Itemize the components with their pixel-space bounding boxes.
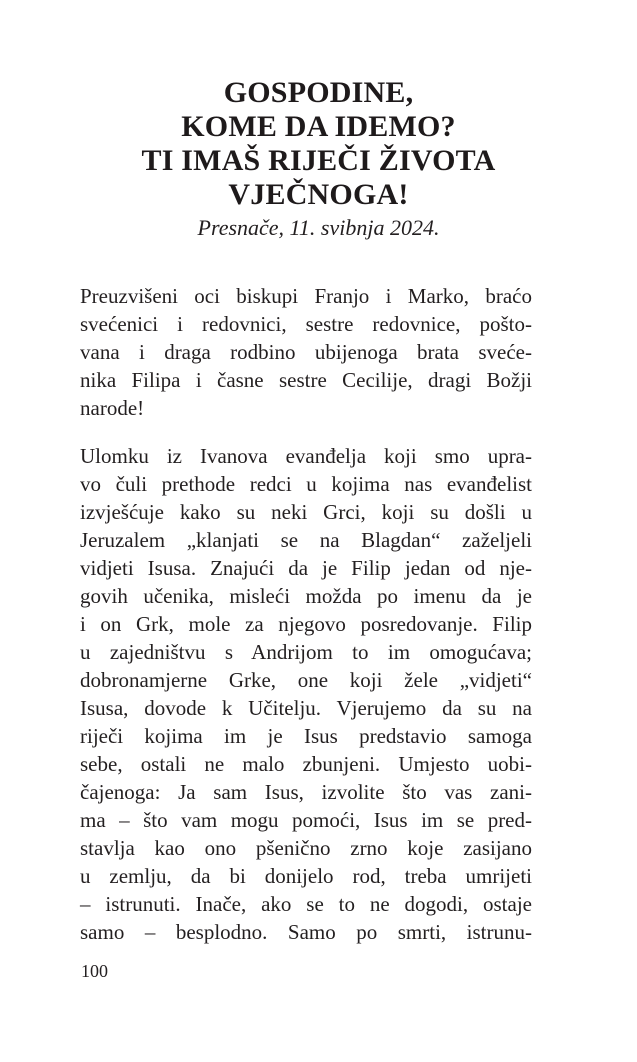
text-line: vidjeti Isusa. Znajući da je Filip jedan od nje- xyxy=(80,556,532,580)
title-line: TI IMAŠ RIJEČI ŽIVOTA xyxy=(141,144,496,177)
text-line: dobronamjerne Grke, one koji žele „vidjeti“ xyxy=(80,668,532,692)
text-line: Jeruzalem „klanjati se na Blagdan“ zaželjeli xyxy=(80,528,532,552)
place-date-subtitle: Presnače, 11. svibnja 2024. xyxy=(197,215,440,240)
title-line: KOME DA IDEMO? xyxy=(181,110,456,143)
text-line: Isusa, dovode k Učitelju. Vjerujemo da su na xyxy=(80,696,532,720)
title-line: GOSPODINE, xyxy=(223,76,414,109)
text-line: Ulomku iz Ivanova evanđelja koji smo upra- xyxy=(80,444,532,468)
chapter-title xyxy=(0,76,637,212)
text-line: u zajedništvu s Andrijom to im omogućava; xyxy=(80,640,532,664)
text-line: u zemlju, da bi donijelo rod, treba umrijeti xyxy=(80,864,532,888)
text-line: narode! xyxy=(80,396,145,420)
text-line: samo – besplodno. Samo po smrti, istrunu- xyxy=(80,920,532,944)
text-line: izvješćuje kako su neki Grci, koji su došli u xyxy=(80,500,532,524)
text-line: nika Filipa i časne sestre Cecilije, dragi Božji xyxy=(80,368,532,392)
text-line: govih učenika, misleći možda po imenu da je xyxy=(80,584,532,608)
text-line: – istrunuti. Inače, ako se to ne dogodi, ostaje xyxy=(80,892,532,916)
text-line: i on Grk, mole za njegovo posredovanje. Filip xyxy=(80,612,532,636)
text-line: Preuzvišeni oci biskupi Franjo i Marko, braćo xyxy=(80,284,532,308)
text-line: stavlja kao ono pšenično zrno koje zasijano xyxy=(80,836,532,860)
text-line: svećenici i redovnici, sestre redovnice, pošto- xyxy=(80,312,532,336)
paragraph-body xyxy=(80,442,532,946)
text-line: čajenoga: Ja sam Isus, izvolite što vas zani- xyxy=(80,780,532,804)
text-line: riječi kojima im je Isus predstavio samoga xyxy=(80,724,532,748)
text-line: ma – što vam mogu pomoći, Isus im se pred- xyxy=(80,808,532,832)
text-line: vana i draga rodbino ubijenoga brata sveće- xyxy=(80,340,532,364)
page-number: 100 xyxy=(81,961,108,981)
title-line: VJEČNOGA! xyxy=(228,178,409,211)
text-line: vo čuli prethode redci u kojima nas evanđelist xyxy=(80,472,532,496)
paragraph-greeting xyxy=(80,282,532,422)
text-line: sebe, ostali ne malo zbunjeni. Umjesto uobi- xyxy=(80,752,532,776)
